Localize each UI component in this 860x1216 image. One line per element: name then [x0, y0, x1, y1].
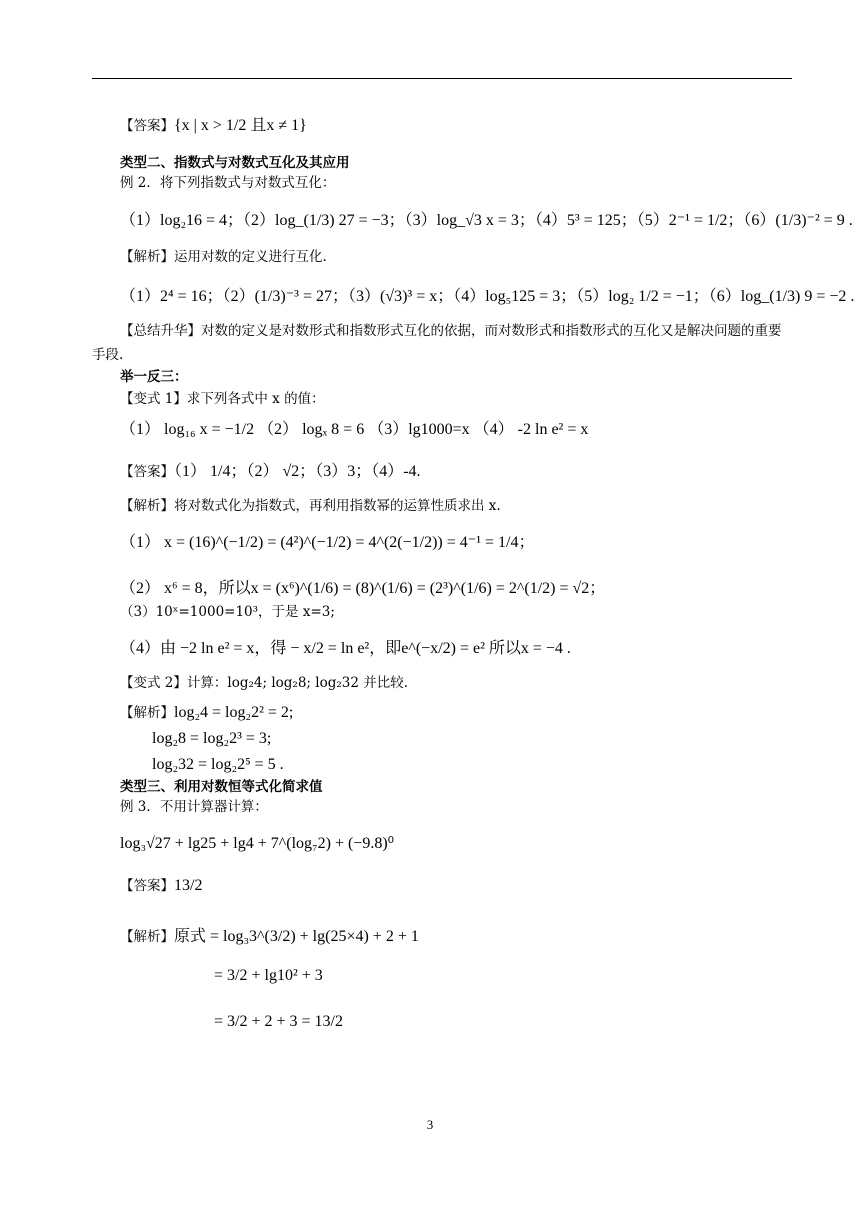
analysis-2-items: （1）2⁴ = 16；（2）(1/3)⁻³ = 27；（3）(√3)³ = x；（4）log₅125 = 3；（5）log₂ 1/2 = −1；（6）log_(1/3) 9 = −2 .: [120, 288, 855, 305]
variant-2-analysis: 【解析】log₂4 = log₂2² = 2;: [120, 704, 294, 721]
variant-2-prompt: 【变式 2】计算：log₂4; log₂8; log₂32 并比较.: [120, 675, 409, 691]
example-2-items: （1）log₂16 = 4；（2）log_(1/3) 27 = −3；（3）log_√3 x = 3；（4）5³ = 125；（5）2⁻¹ = 1/2；（6）(1/3)⁻² = 9 .: [120, 212, 853, 229]
variant-2-line-3: log₂32 = log₂2⁵ = 5 .: [152, 756, 284, 773]
example-3-analysis: 【解析】原式 = log₃3^(3/2) + lg(25×4) + 2 + 1: [120, 928, 419, 945]
example-3-step-2: = 3/2 + lg10² + 3: [214, 967, 323, 984]
example-3-answer: 【答案】13/2: [120, 877, 203, 894]
answer-1: 【答案】{x | x > 1/2 且x ≠ 1}: [120, 117, 307, 134]
summary-paragraph: 【总结升华】对数的定义是对数形式和指数形式互化的依据，而对数形式和指数形式的互化又是解决问题的重要手段.: [92, 323, 782, 363]
page-number: 3: [426, 1117, 434, 1132]
variant-1-step-4: （4）由 −2 ln e² = x，得 − x/2 = ln e²，即e^(−x/2) = e² 所以x = −4 .: [120, 640, 571, 657]
example-3-prompt: 例 3．不用计算器计算：: [120, 799, 268, 815]
header-rule: [92, 78, 792, 79]
variant-1-prompt: 【变式 1】求下列各式中 x 的值：: [120, 391, 325, 407]
example-2-prompt: 例 2．将下列指数式与对数式互化：: [120, 175, 336, 191]
variant-1-step-3: （3）10ˣ=1000=10³，于是 x=3;: [120, 604, 335, 620]
variant-1-analysis: 【解析】将对数式化为指数式，再利用指数幂的运算性质求出 x.: [120, 498, 501, 514]
practice-heading: 举一反三：: [120, 369, 188, 385]
variant-1-answer: 【答案】（1） 1/4；（2） √2；（3）3；（4）-4.: [120, 463, 421, 480]
example-3-step-3: = 3/2 + 2 + 3 = 13/2: [214, 1013, 343, 1030]
variant-1-items: （1） log₁₆ x = −1/2 （2） logₓ 8 = 6 （3）lg1000=x （4） -2 ln e² = x: [120, 421, 589, 438]
variant-1-step-1: （1） x = (16)^(−1/2) = (4²)^(−1/2) = 4^(2(−1/2)) = 4⁻¹ = 1/4；: [120, 534, 535, 551]
example-3-expression: log₃√27 + lg25 + lg4 + 7^(log₇2) + (−9.8)⁰: [120, 835, 395, 852]
section-heading-3: 类型三、利用对数恒等式化简求值: [120, 779, 323, 795]
analysis-2: 【解析】运用对数的定义进行互化.: [120, 249, 327, 265]
variant-2-line-2: log₂8 = log₂2³ = 3;: [152, 730, 272, 747]
variant-1-step-2: （2） x⁶ = 8，所以x = (x⁶)^(1/6) = (8)^(1/6) = (2³)^(1/6) = 2^(1/2) = √2；: [120, 580, 606, 597]
section-heading-2: 类型二、指数式与对数式互化及其应用: [120, 155, 350, 171]
